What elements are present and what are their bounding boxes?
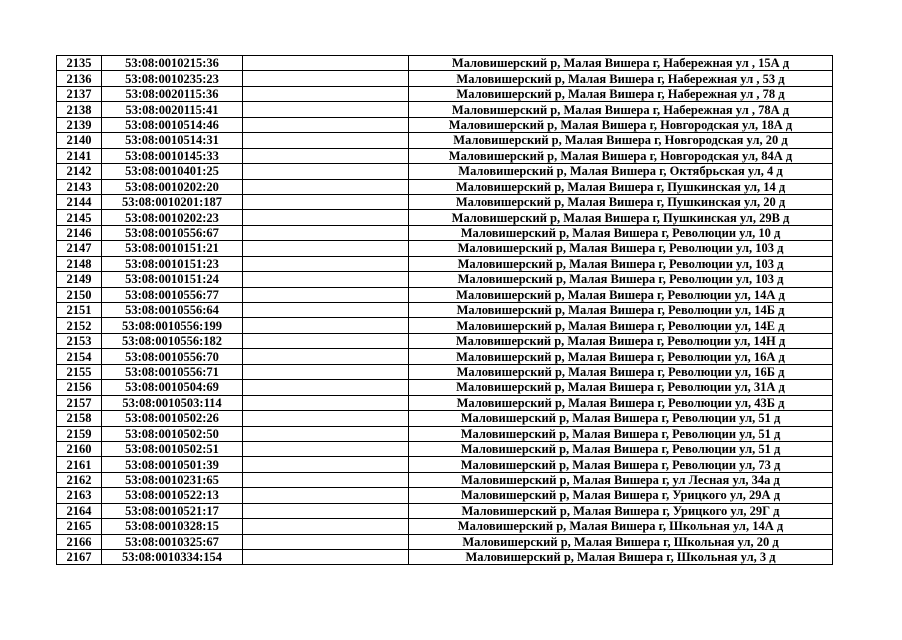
row-number-cell: 2155 xyxy=(57,364,102,379)
cadastral-number-cell: 53:08:0020115:41 xyxy=(102,102,243,117)
property-table-body xyxy=(57,56,833,565)
cadastral-number-cell: 53:08:0010401:25 xyxy=(102,164,243,179)
table-row xyxy=(57,133,833,148)
address-cell: Маловишерский р, Малая Вишера г, ул Лесная ул, 34а д xyxy=(409,472,833,487)
address-cell: Маловишерский р, Малая Вишера г, Урицкого ул, 29Г д xyxy=(409,503,833,518)
table-row xyxy=(57,503,833,518)
row-number-cell: 2138 xyxy=(57,102,102,117)
row-number-cell: 2145 xyxy=(57,210,102,225)
address-cell: Маловишерский р, Малая Вишера г, Набережная ул , 78 д xyxy=(409,86,833,101)
cadastral-number-cell: 53:08:0010556:199 xyxy=(102,318,243,333)
empty-cell xyxy=(243,318,409,333)
address-cell: Маловишерский р, Малая Вишера г, Революции ул, 43Б д xyxy=(409,395,833,410)
cadastral-number-cell: 53:08:0010501:39 xyxy=(102,457,243,472)
table-row xyxy=(57,287,833,302)
empty-cell xyxy=(243,71,409,86)
cadastral-number-cell: 53:08:0010201:187 xyxy=(102,194,243,209)
table-row xyxy=(57,472,833,487)
table-row xyxy=(57,380,833,395)
address-cell: Маловишерский р, Малая Вишера г, Урицкого ул, 29А д xyxy=(409,488,833,503)
address-cell: Маловишерский р, Малая Вишера г, Пушкинская ул, 20 д xyxy=(409,194,833,209)
table-row xyxy=(57,303,833,318)
empty-cell xyxy=(243,519,409,534)
row-number-cell: 2157 xyxy=(57,395,102,410)
address-cell: Маловишерский р, Малая Вишера г, Пушкинская ул, 14 д xyxy=(409,179,833,194)
row-number-cell: 2143 xyxy=(57,179,102,194)
cadastral-number-cell: 53:08:0010151:21 xyxy=(102,241,243,256)
cadastral-number-cell: 53:08:0010503:114 xyxy=(102,395,243,410)
address-cell: Маловишерский р, Малая Вишера г, Новгородская ул, 84А д xyxy=(409,148,833,163)
empty-cell xyxy=(243,534,409,549)
cadastral-number-cell: 53:08:0010556:67 xyxy=(102,225,243,240)
cadastral-number-cell: 53:08:0010334:154 xyxy=(102,550,243,565)
table-row xyxy=(57,488,833,503)
cadastral-number-cell: 53:08:0010514:46 xyxy=(102,117,243,132)
table-row xyxy=(57,241,833,256)
table-row xyxy=(57,117,833,132)
cadastral-number-cell: 53:08:0010151:23 xyxy=(102,256,243,271)
empty-cell xyxy=(243,164,409,179)
empty-cell xyxy=(243,179,409,194)
address-cell: Маловишерский р, Малая Вишера г, Новгородская ул, 18А д xyxy=(409,117,833,132)
row-number-cell: 2137 xyxy=(57,86,102,101)
address-cell: Маловишерский р, Малая Вишера г, Набережная ул , 78А д xyxy=(409,102,833,117)
cadastral-number-cell: 53:08:0010504:69 xyxy=(102,380,243,395)
empty-cell xyxy=(243,86,409,101)
address-cell: Маловишерский р, Малая Вишера г, Революции ул, 51 д xyxy=(409,426,833,441)
row-number-cell: 2136 xyxy=(57,71,102,86)
row-number-cell: 2150 xyxy=(57,287,102,302)
table-row xyxy=(57,395,833,410)
address-cell: Маловишерский р, Малая Вишера г, Школьная ул, 20 д xyxy=(409,534,833,549)
table-row xyxy=(57,148,833,163)
table-row xyxy=(57,441,833,456)
empty-cell xyxy=(243,241,409,256)
row-number-cell: 2158 xyxy=(57,411,102,426)
cadastral-number-cell: 53:08:0010556:71 xyxy=(102,364,243,379)
row-number-cell: 2140 xyxy=(57,133,102,148)
row-number-cell: 2153 xyxy=(57,333,102,348)
cadastral-number-cell: 53:08:0010556:77 xyxy=(102,287,243,302)
empty-cell xyxy=(243,148,409,163)
cadastral-number-cell: 53:08:0010522:13 xyxy=(102,488,243,503)
address-cell: Маловишерский р, Малая Вишера г, Революции ул, 51 д xyxy=(409,411,833,426)
property-table xyxy=(56,55,833,565)
row-number-cell: 2161 xyxy=(57,457,102,472)
empty-cell xyxy=(243,333,409,348)
row-number-cell: 2160 xyxy=(57,441,102,456)
cadastral-number-cell: 53:08:0010215:36 xyxy=(102,56,243,71)
empty-cell xyxy=(243,133,409,148)
empty-cell xyxy=(243,287,409,302)
row-number-cell: 2139 xyxy=(57,117,102,132)
cadastral-number-cell: 53:08:0010328:15 xyxy=(102,519,243,534)
empty-cell xyxy=(243,194,409,209)
cadastral-number-cell: 53:08:0010231:65 xyxy=(102,472,243,487)
empty-cell xyxy=(243,411,409,426)
empty-cell xyxy=(243,426,409,441)
empty-cell xyxy=(243,225,409,240)
cadastral-number-cell: 53:08:0010502:51 xyxy=(102,441,243,456)
row-number-cell: 2154 xyxy=(57,349,102,364)
cadastral-number-cell: 53:08:0010202:20 xyxy=(102,179,243,194)
empty-cell xyxy=(243,364,409,379)
row-number-cell: 2156 xyxy=(57,380,102,395)
table-row xyxy=(57,164,833,179)
address-cell: Маловишерский р, Малая Вишера г, Революции ул, 51 д xyxy=(409,441,833,456)
address-cell: Маловишерский р, Малая Вишера г, Революции ул, 10 д xyxy=(409,225,833,240)
cadastral-number-cell: 53:08:0010502:50 xyxy=(102,426,243,441)
empty-cell xyxy=(243,256,409,271)
table-row xyxy=(57,86,833,101)
address-cell: Маловишерский р, Малая Вишера г, Пушкинская ул, 29В д xyxy=(409,210,833,225)
row-number-cell: 2162 xyxy=(57,472,102,487)
cadastral-number-cell: 53:08:0010502:26 xyxy=(102,411,243,426)
row-number-cell: 2163 xyxy=(57,488,102,503)
table-row xyxy=(57,457,833,472)
cadastral-number-cell: 53:08:0010145:33 xyxy=(102,148,243,163)
address-cell: Маловишерский р, Малая Вишера г, Революции ул, 14Е д xyxy=(409,318,833,333)
cadastral-number-cell: 53:08:0010202:23 xyxy=(102,210,243,225)
cadastral-number-cell: 53:08:0010325:67 xyxy=(102,534,243,549)
row-number-cell: 2135 xyxy=(57,56,102,71)
cadastral-number-cell: 53:08:0010556:182 xyxy=(102,333,243,348)
row-number-cell: 2144 xyxy=(57,194,102,209)
table-row xyxy=(57,318,833,333)
empty-cell xyxy=(243,380,409,395)
empty-cell xyxy=(243,441,409,456)
table-row xyxy=(57,349,833,364)
row-number-cell: 2165 xyxy=(57,519,102,534)
cadastral-number-cell: 53:08:0010556:64 xyxy=(102,303,243,318)
row-number-cell: 2141 xyxy=(57,148,102,163)
cadastral-number-cell: 53:08:0010556:70 xyxy=(102,349,243,364)
table-row xyxy=(57,210,833,225)
address-cell: Маловишерский р, Малая Вишера г, Школьная ул, 3 д xyxy=(409,550,833,565)
cadastral-number-cell: 53:08:0010151:24 xyxy=(102,272,243,287)
address-cell: Маловишерский р, Малая Вишера г, Набережная ул , 15А д xyxy=(409,56,833,71)
table-row xyxy=(57,272,833,287)
table-row xyxy=(57,534,833,549)
table-row xyxy=(57,194,833,209)
cadastral-number-cell: 53:08:0010514:31 xyxy=(102,133,243,148)
empty-cell xyxy=(243,472,409,487)
address-cell: Маловишерский р, Малая Вишера г, Революции ул, 103 д xyxy=(409,256,833,271)
table-row xyxy=(57,56,833,71)
address-cell: Маловишерский р, Малая Вишера г, Революции ул, 103 д xyxy=(409,241,833,256)
table-row xyxy=(57,426,833,441)
empty-cell xyxy=(243,56,409,71)
empty-cell xyxy=(243,272,409,287)
empty-cell xyxy=(243,102,409,117)
empty-cell xyxy=(243,503,409,518)
table-row xyxy=(57,364,833,379)
address-cell: Маловишерский р, Малая Вишера г, Новгородская ул, 20 д xyxy=(409,133,833,148)
address-cell: Маловишерский р, Малая Вишера г, Революции ул, 16Б д xyxy=(409,364,833,379)
address-cell: Маловишерский р, Малая Вишера г, Набережная ул , 53 д xyxy=(409,71,833,86)
address-cell: Маловишерский р, Малая Вишера г, Революции ул, 14Н д xyxy=(409,333,833,348)
address-cell: Маловишерский р, Малая Вишера г, Школьная ул, 14А д xyxy=(409,519,833,534)
row-number-cell: 2167 xyxy=(57,550,102,565)
table-row xyxy=(57,256,833,271)
table-row xyxy=(57,519,833,534)
address-cell: Маловишерский р, Малая Вишера г, Революции ул, 73 д xyxy=(409,457,833,472)
address-cell: Маловишерский р, Малая Вишера г, Революции ул, 103 д xyxy=(409,272,833,287)
row-number-cell: 2142 xyxy=(57,164,102,179)
table-row xyxy=(57,550,833,565)
table-row xyxy=(57,102,833,117)
row-number-cell: 2166 xyxy=(57,534,102,549)
empty-cell xyxy=(243,117,409,132)
row-number-cell: 2159 xyxy=(57,426,102,441)
table-row xyxy=(57,179,833,194)
empty-cell xyxy=(243,210,409,225)
row-number-cell: 2151 xyxy=(57,303,102,318)
table-row xyxy=(57,411,833,426)
cadastral-number-cell: 53:08:0010235:23 xyxy=(102,71,243,86)
row-number-cell: 2148 xyxy=(57,256,102,271)
row-number-cell: 2164 xyxy=(57,503,102,518)
table-row xyxy=(57,333,833,348)
row-number-cell: 2146 xyxy=(57,225,102,240)
row-number-cell: 2149 xyxy=(57,272,102,287)
address-cell: Маловишерский р, Малая Вишера г, Революции ул, 31А д xyxy=(409,380,833,395)
cadastral-number-cell: 53:08:0020115:36 xyxy=(102,86,243,101)
empty-cell xyxy=(243,550,409,565)
address-cell: Маловишерский р, Малая Вишера г, Октябрьская ул, 4 д xyxy=(409,164,833,179)
empty-cell xyxy=(243,303,409,318)
table-row xyxy=(57,71,833,86)
row-number-cell: 2152 xyxy=(57,318,102,333)
address-cell: Маловишерский р, Малая Вишера г, Революции ул, 16А д xyxy=(409,349,833,364)
cadastral-number-cell: 53:08:0010521:17 xyxy=(102,503,243,518)
empty-cell xyxy=(243,395,409,410)
row-number-cell: 2147 xyxy=(57,241,102,256)
address-cell: Маловишерский р, Малая Вишера г, Революции ул, 14Б д xyxy=(409,303,833,318)
table-row xyxy=(57,225,833,240)
empty-cell xyxy=(243,457,409,472)
empty-cell xyxy=(243,488,409,503)
address-cell: Маловишерский р, Малая Вишера г, Революции ул, 14А д xyxy=(409,287,833,302)
empty-cell xyxy=(243,349,409,364)
